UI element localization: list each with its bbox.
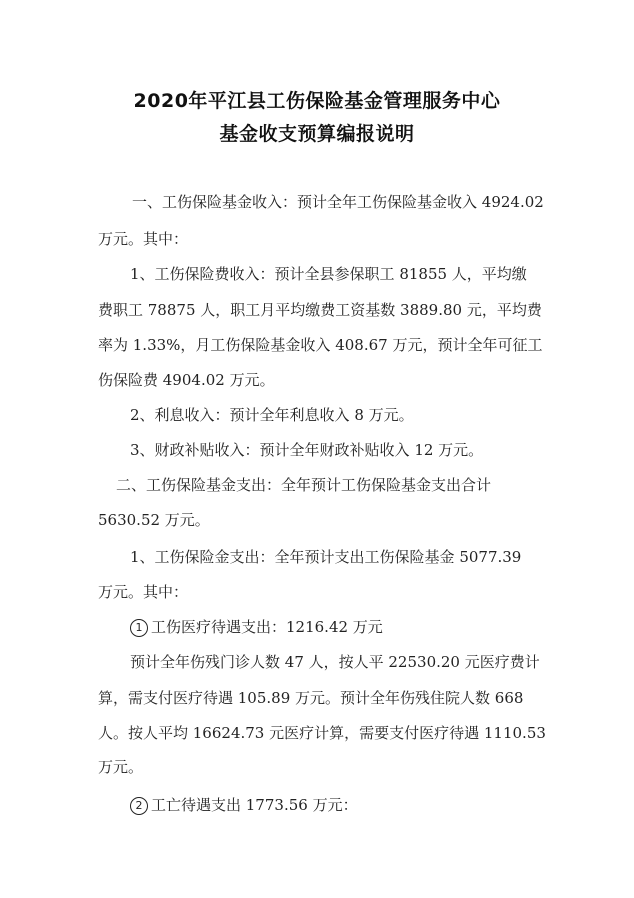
paragraph-7-text: 工伤医疗待遇支出：1216.42 万元 (151, 618, 383, 636)
paragraph-9-text: 工亡待遇支出 1773.56 万元： (151, 796, 358, 814)
paragraph-2-line-3: 率为 1.33%，月工伤保险基金收入 408.67 万元，预计全年可征工 (98, 336, 543, 354)
paragraph-2-line-1: 1、工伤保险费收入：预计全县参保职工 81855 人，平均缴 (130, 265, 527, 283)
paragraph-5-line-2: 5630.52 万元。 (98, 511, 210, 529)
paragraph-1-line-1: 一、工伤保险基金收入：预计全年工伤保险基金收入 4924.02 (132, 193, 544, 211)
title-line-2: 基金收支预算编报说明 (219, 123, 415, 145)
paragraph-5-line-1: 二、工伤保险基金支出：全年预计工伤保险基金支出合计 (116, 476, 492, 494)
paragraph-2-line-4: 伤保险费 4904.02 万元。 (98, 371, 275, 389)
paragraph-7 (130, 617, 383, 637)
paragraph-8-line-2: 算，需支付医疗待遇 105.89 万元。预计全年伤残住院人数 668 (98, 689, 524, 707)
paragraph-1-line-2: 万元。其中： (98, 230, 189, 248)
paragraph-9 (130, 795, 358, 815)
paragraph-6-line-1: 1、工伤保险金支出：全年预计支出工伤保险基金 5077.39 (130, 548, 522, 566)
paragraph-8-line-3: 人。按人平均 16624.73 元医疗计算，需要支付医疗待遇 1110.53 (98, 724, 546, 742)
paragraph-4: 3、财政补贴收入：预计全年财政补贴收入 12 万元。 (130, 441, 484, 459)
paragraph-2-line-2: 费职工 78875 人，职工月平均缴费工资基数 3889.80 元，平均费 (98, 301, 542, 319)
circled-number-2: 2 (130, 797, 148, 815)
paragraph-3: 2、利息收入：预计全年利息收入 8 万元。 (130, 406, 414, 424)
title-line-1: 2020年平江县工伤保险基金管理服务中心 (133, 90, 501, 112)
paragraph-8-line-4: 万元。 (98, 758, 144, 776)
paragraph-8-line-1: 预计全年伤残门诊人数 47 人，按人平 22530.20 元医疗费计 (130, 653, 540, 671)
paragraph-6-line-2: 万元。其中： (98, 583, 189, 601)
circled-number-1: 1 (130, 619, 148, 637)
